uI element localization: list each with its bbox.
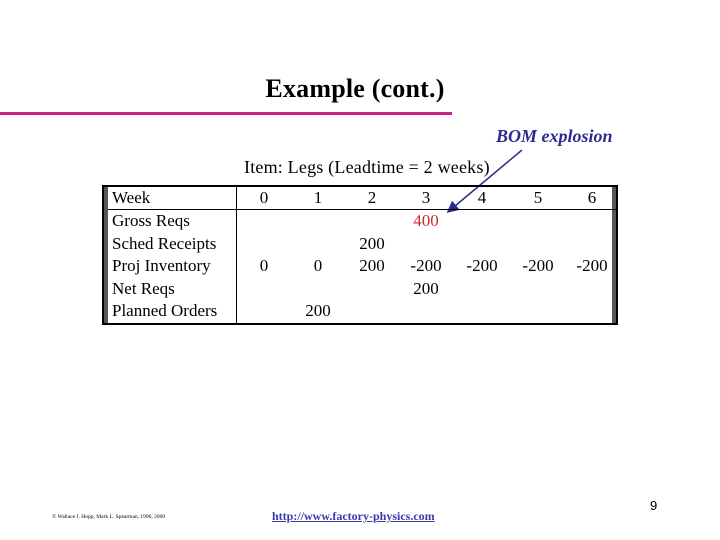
- page-number: 9: [650, 498, 658, 513]
- row-label-gross-reqs: Gross Reqs: [112, 211, 190, 230]
- header-week-4: 4: [477, 188, 487, 207]
- header-week-1: 1: [313, 188, 323, 207]
- slide-title: Example (cont.): [265, 74, 445, 103]
- cell-proj-inventory-week-4: -200: [466, 256, 498, 275]
- row-label-sched-receipts: Sched Receipts: [112, 234, 217, 253]
- cell-proj-inventory-week-3: -200: [410, 256, 442, 275]
- footer-url-link[interactable]: http://www.factory-physics.com: [272, 509, 435, 523]
- item-caption: Item: Legs (Leadtime = 2 weeks): [244, 157, 490, 177]
- cell-net-reqs-week-3: 200: [413, 279, 439, 298]
- row-label-planned-orders: Planned Orders: [112, 301, 218, 320]
- bom-explosion-callout: BOM explosion: [496, 126, 613, 146]
- header-week-6: 6: [587, 188, 597, 207]
- cell-gross-reqs-week-3: 400: [413, 211, 439, 230]
- header-week-3: 3: [421, 188, 431, 207]
- header-divider: [108, 209, 616, 210]
- cell-proj-inventory-week-0: 0: [259, 256, 269, 275]
- cell-proj-inventory-week-5: -200: [522, 256, 554, 275]
- row-label-net-reqs: Net Reqs: [112, 279, 175, 298]
- cell-proj-inventory-week-2: 200: [359, 256, 385, 275]
- header-week-label: Week: [112, 188, 151, 207]
- header-week-2: 2: [367, 188, 377, 207]
- row-label-proj-inventory: Proj Inventory: [112, 256, 211, 275]
- cell-proj-inventory-week-1: 0: [313, 256, 323, 275]
- footer-copyright: © Wallace J. Hopp, Mark L. Spearman, 1996, 2000: [52, 514, 166, 520]
- header-week-0: 0: [259, 188, 269, 207]
- header-week-5: 5: [533, 188, 543, 207]
- cell-proj-inventory-week-6: -200: [576, 256, 608, 275]
- cell-sched-receipts-week-2: 200: [359, 234, 385, 253]
- cell-planned-orders-week-1: 200: [305, 301, 331, 320]
